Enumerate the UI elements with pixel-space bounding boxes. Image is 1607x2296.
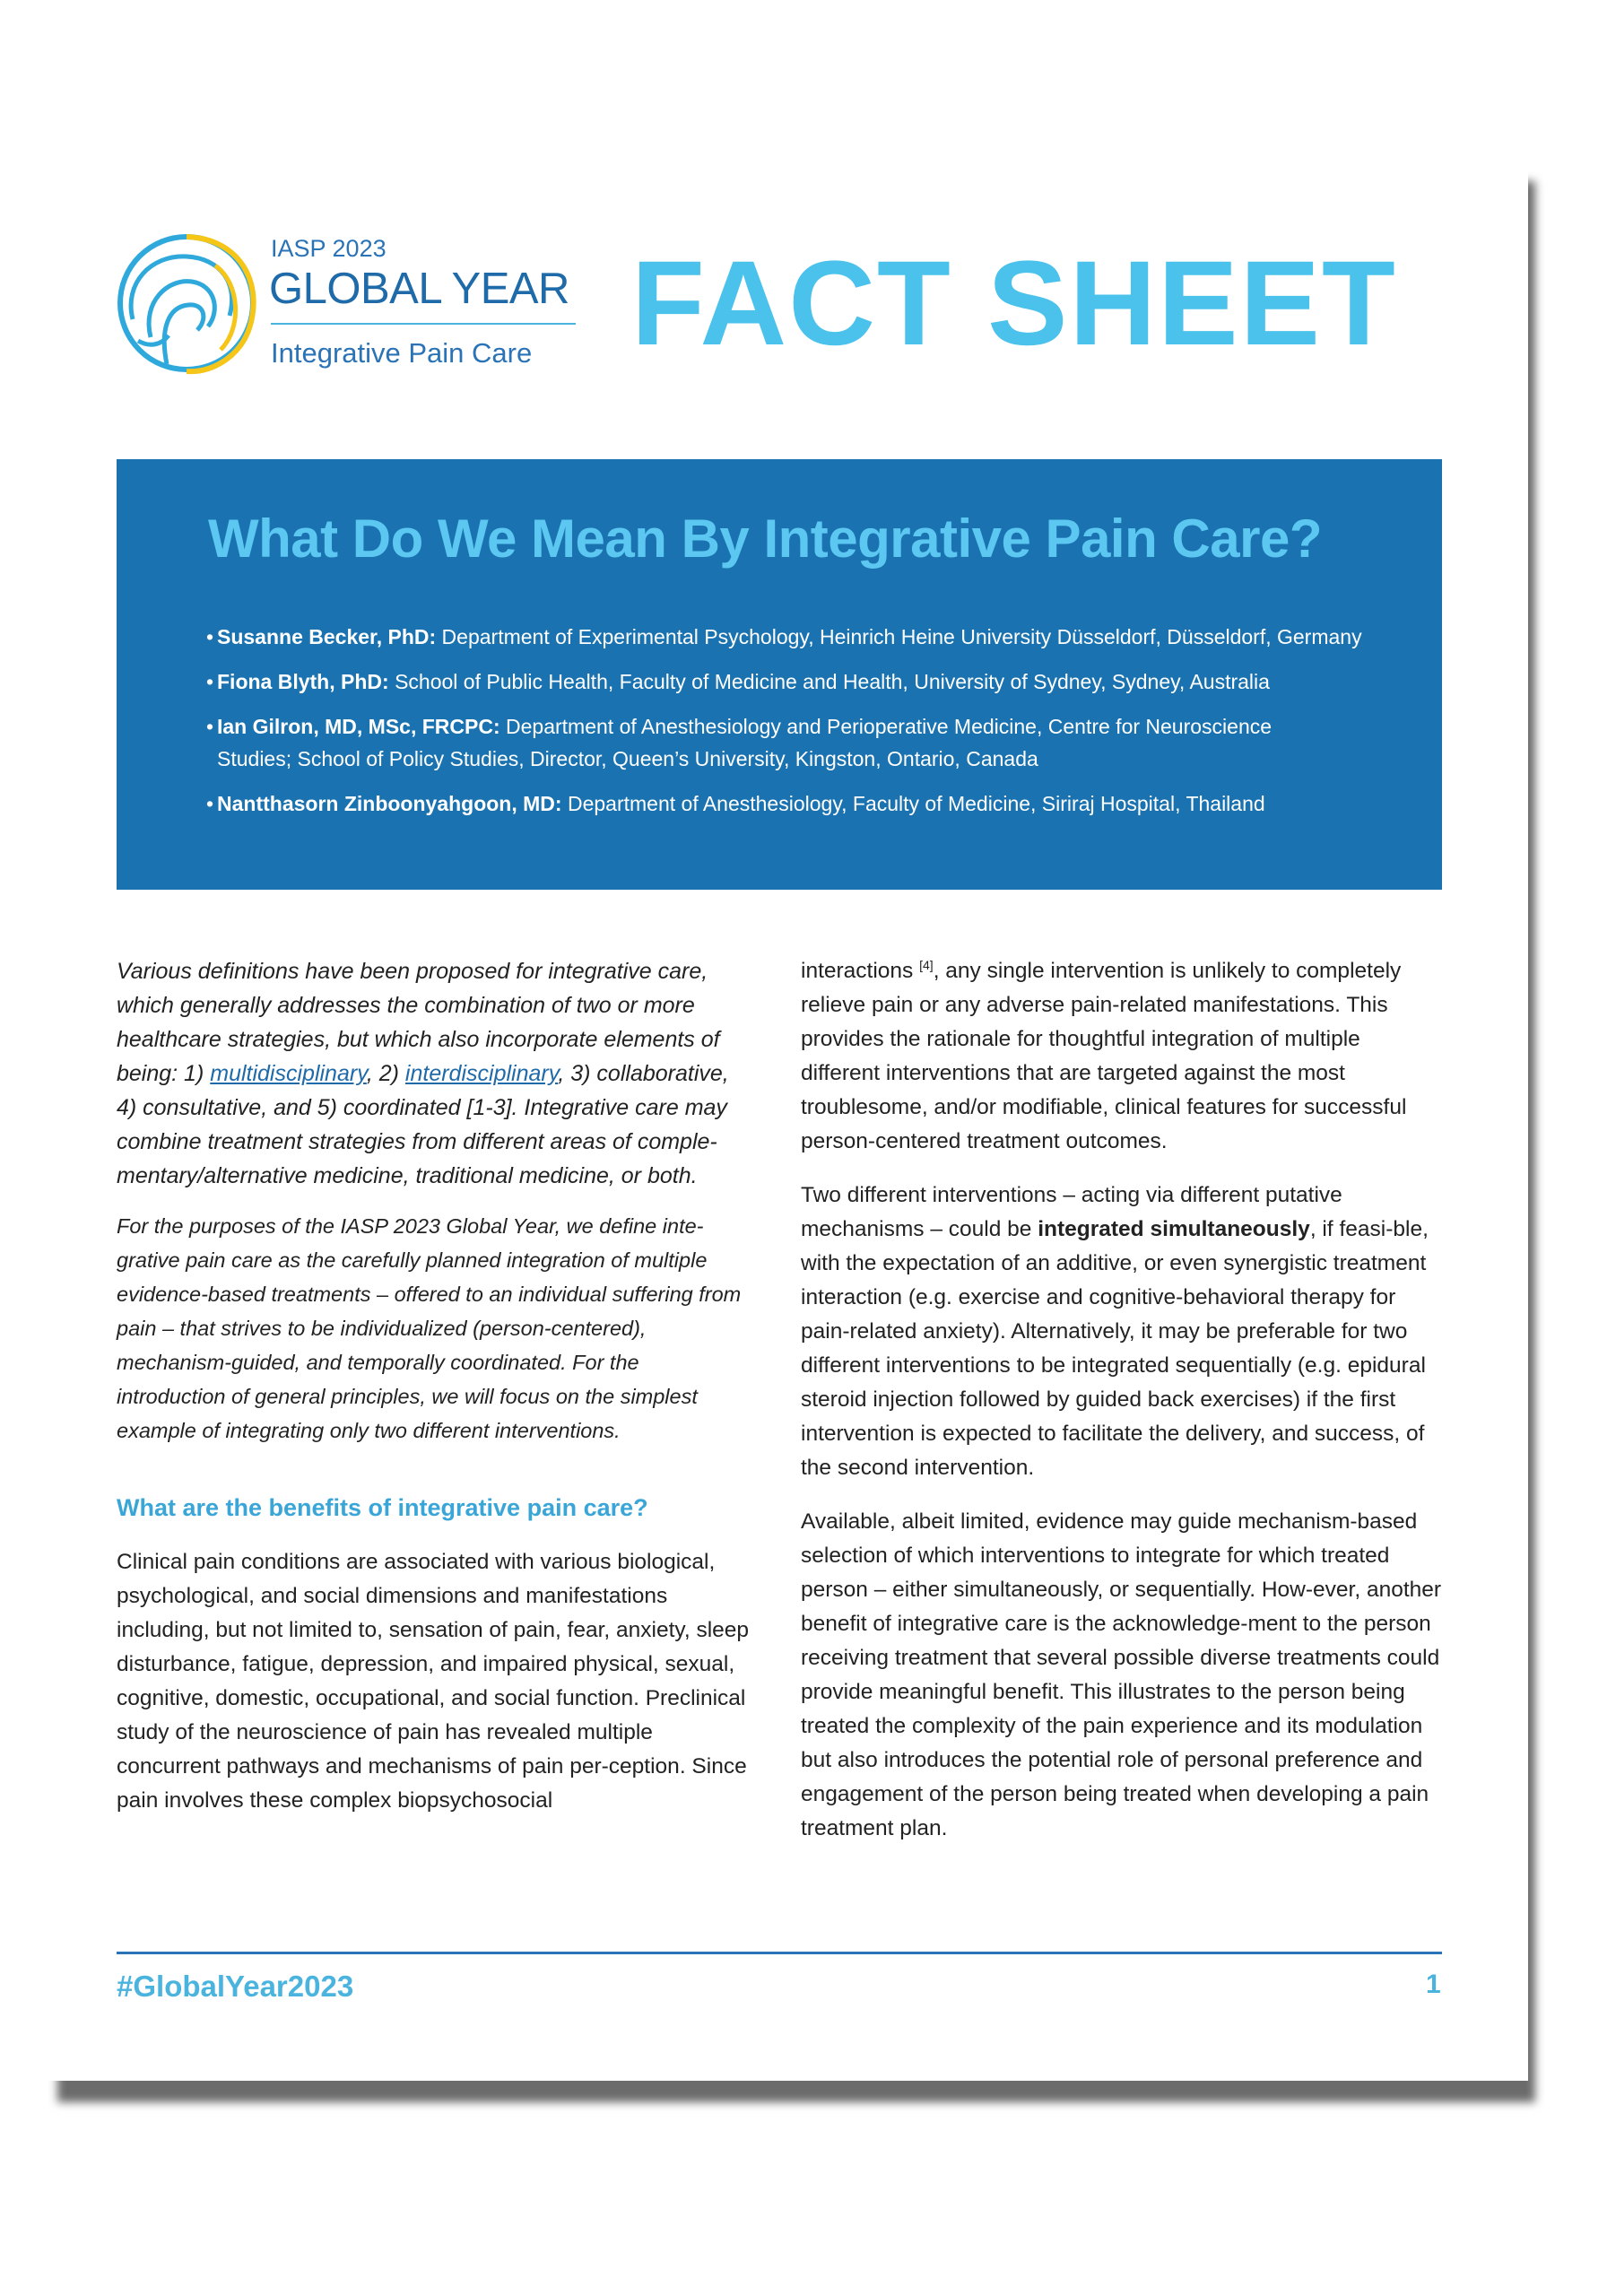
intro-paragraph: Various definitions have been proposed for integrative care, which generally addresses the combination of two or more healthcare strategies, but which also incorporate elements of being: 1) multidisciplinary, 2) interdisciplinary, 3) collaborative, 4) consultative, and 5) coordinated [1-3]. Integrative care may combine treatment strategies from different areas of comple-mentary/alternative medicine, traditional medicine, or both.	[117, 959, 729, 1188]
author-item: • Fiona Blyth, PhD: School of Public Health, Faculty of Medicine and Health, University of Sydney, Sydney, Australia	[206, 670, 1270, 693]
multidisciplinary-link[interactable]: multidisciplinary	[210, 1061, 367, 1086]
body-paragraph: Clinical pain conditions are associated with various biological, psychological, and social dimensions and manifestations including, but not limited to, sensation of pain, fear, anxiety, sleep disturbance, fatigue, depression, and impaired physical, sexual, cognitive, domestic, occupational, and social function. Preclinical study of the neuroscience of pain has revealed multiple concurrent pathways and mechanisms of pain per-ception. Since pain involves these complex biopsychosocial	[117, 1550, 750, 1813]
fact-sheet-heading: FACT SHEET	[631, 237, 1397, 370]
body-paragraph: interactions [4], any single intervention is unlikely to completely relieve pain or any adverse pain-related manifestations. This provides the rationale for thoughtful integration of multiple different interventions that are targeted against the most troublesome, and/or modifiable, clinical features for successful person-centered treatment outcomes.	[801, 957, 1407, 1153]
left-column	[117, 954, 753, 1838]
body-paragraph: Available, albeit limited, evidence may guide mechanism-based selection of which interventions to integrate for which treated person – either simultaneously, or sequentially. How-ever, another benefit of integrative care is the acknowledge-ment to the person receiving treatment that several possible diverse treatments could provide meaningful benefit. This illustrates to the person being treated the complexity of the pain experience and its modulation but also introduces the potential role of personal preference and engagement of the person being treated when developing a pain treatment plan.	[801, 1509, 1442, 1840]
right-column	[801, 954, 1445, 1866]
citation-ref: [4]	[919, 957, 934, 972]
global-year-logo	[115, 230, 581, 382]
brain-swirl-icon	[115, 230, 267, 382]
logo-title: GLOBAL YEAR	[269, 265, 569, 313]
title-banner	[117, 459, 1442, 890]
definition-paragraph: For the purposes of the IASP 2023 Global Year, we define inte-grative pain care as the carefully planned integration of multiple evidence-based treatments – offered to an individual suffering from pain – that strives to be individualized (person-centered), mechanism-guided, and temporally coordinated. For the introduction of general principles, we will focus on the simplest example of integrating only two different interventions.	[117, 1214, 742, 1442]
body-paragraph: Two different interventions – acting via different putative mechanisms – could be integrated simultaneously, if feasi-ble, with the expectation of an additive, or even synergistic treatment interaction (e.g. exercise and cognitive-behavioral therapy for pain-related anxiety). Alternatively, it may be preferable for two different interventions to be integrated sequentially (e.g. epidural steroid injection followed by guided back exercises) if the first intervention is expected to facilitate the delivery, and success, of the second intervention.	[801, 1183, 1429, 1480]
author-item: • Susanne Becker, PhD: Department of Experimental Psychology, Heinrich Heine University Düsseldorf, Düsseldorf, Germany	[206, 625, 1362, 648]
author-item: • Nantthasorn Zinboonyahgoon, MD: Department of Anesthesiology, Faculty of Medicine, Siriraj Hospital, Thailand	[206, 792, 1265, 815]
footer-hashtag: #GlobalYear2023	[117, 1970, 354, 2003]
logo-divider	[271, 323, 576, 325]
section-heading: What are the benefits of integrative pain care?	[117, 1494, 648, 1521]
author-item: • Ian Gilron, MD, MSc, FRCPC: Department of Anesthesiology and Perioperative Medicine, Centre for Neuroscience Studies; School of Policy Studies, Director, Queen’s University, Kingston, Ontario, Canada	[206, 715, 1273, 770]
page-number: 1	[1426, 1970, 1441, 1999]
footer-divider	[117, 1952, 1442, 1954]
page-title: What Do We Mean By Integrative Pain Care?	[208, 509, 1322, 569]
interdisciplinary-link[interactable]: interdisciplinary	[404, 1061, 559, 1086]
author-list	[206, 621, 1408, 832]
logo-year: IASP 2023	[271, 235, 387, 262]
logo-subtitle: Integrative Pain Care	[271, 337, 533, 369]
